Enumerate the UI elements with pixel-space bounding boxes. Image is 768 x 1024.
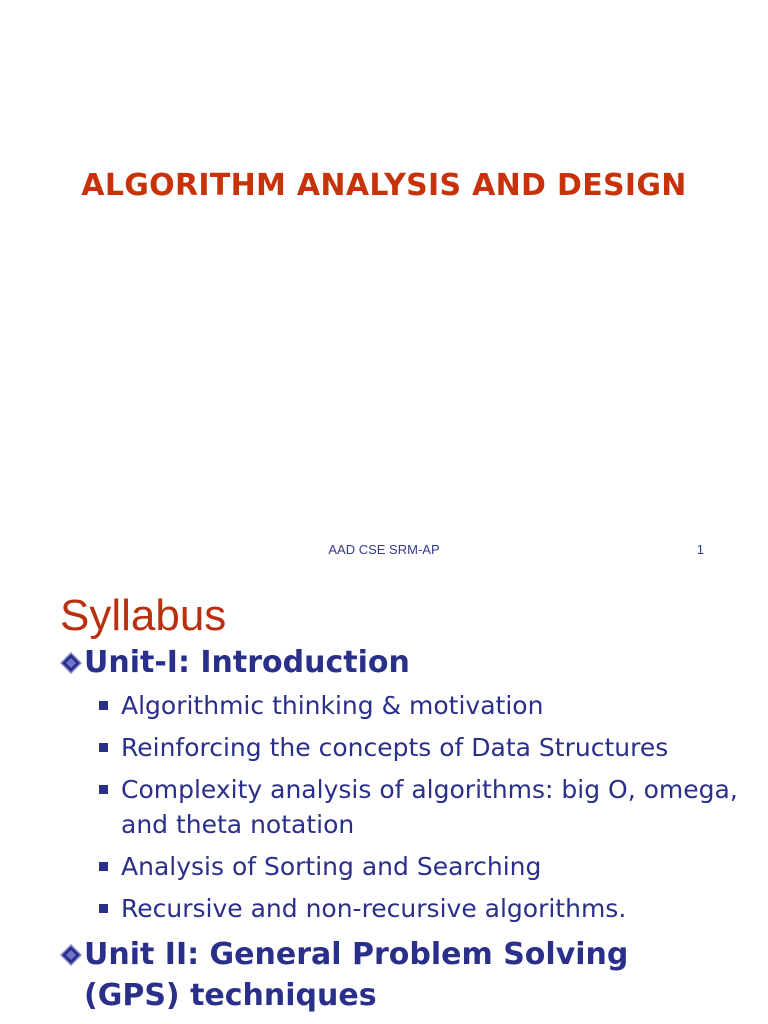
diamond-bullet-icon [58,642,84,682]
unit-1-heading [58,642,748,683]
topic-text: Recursive and non-recursive algorithms. [121,894,627,923]
slide-footer-text: AAD CSE SRM-AP [328,542,440,557]
unit-1-topic-list [98,688,738,933]
topic-text: Complexity analysis of algorithms: big O, omega, and theta notation [121,775,738,839]
syllabus-heading: Syllabus [60,591,227,640]
list-item [98,688,738,723]
square-bullet-icon [99,785,108,794]
list-item [98,772,738,842]
slide-page-number: 1 [696,542,704,557]
square-bullet-icon [99,862,108,871]
topic-text: Analysis of Sorting and Searching [121,852,542,881]
slide-title-heading: ALGORITHM ANALYSIS AND DESIGN [81,168,687,203]
square-bullet-icon [99,701,108,710]
square-bullet-icon [99,904,108,913]
slide-syllabus [0,576,768,1024]
unit-1-label: Unit-I: Introduction [84,645,410,680]
unit-2-heading [58,934,748,1016]
diamond-bullet-icon [58,934,84,974]
topic-text: Reinforcing the concepts of Data Structures [121,733,669,762]
unit-2-label: Unit II: General Problem Solving (GPS) techniques [84,937,629,1013]
list-item [98,891,738,926]
square-bullet-icon [99,743,108,752]
list-item [98,849,738,884]
topic-text: Algorithmic thinking & motivation [121,691,544,720]
list-item [98,730,738,765]
